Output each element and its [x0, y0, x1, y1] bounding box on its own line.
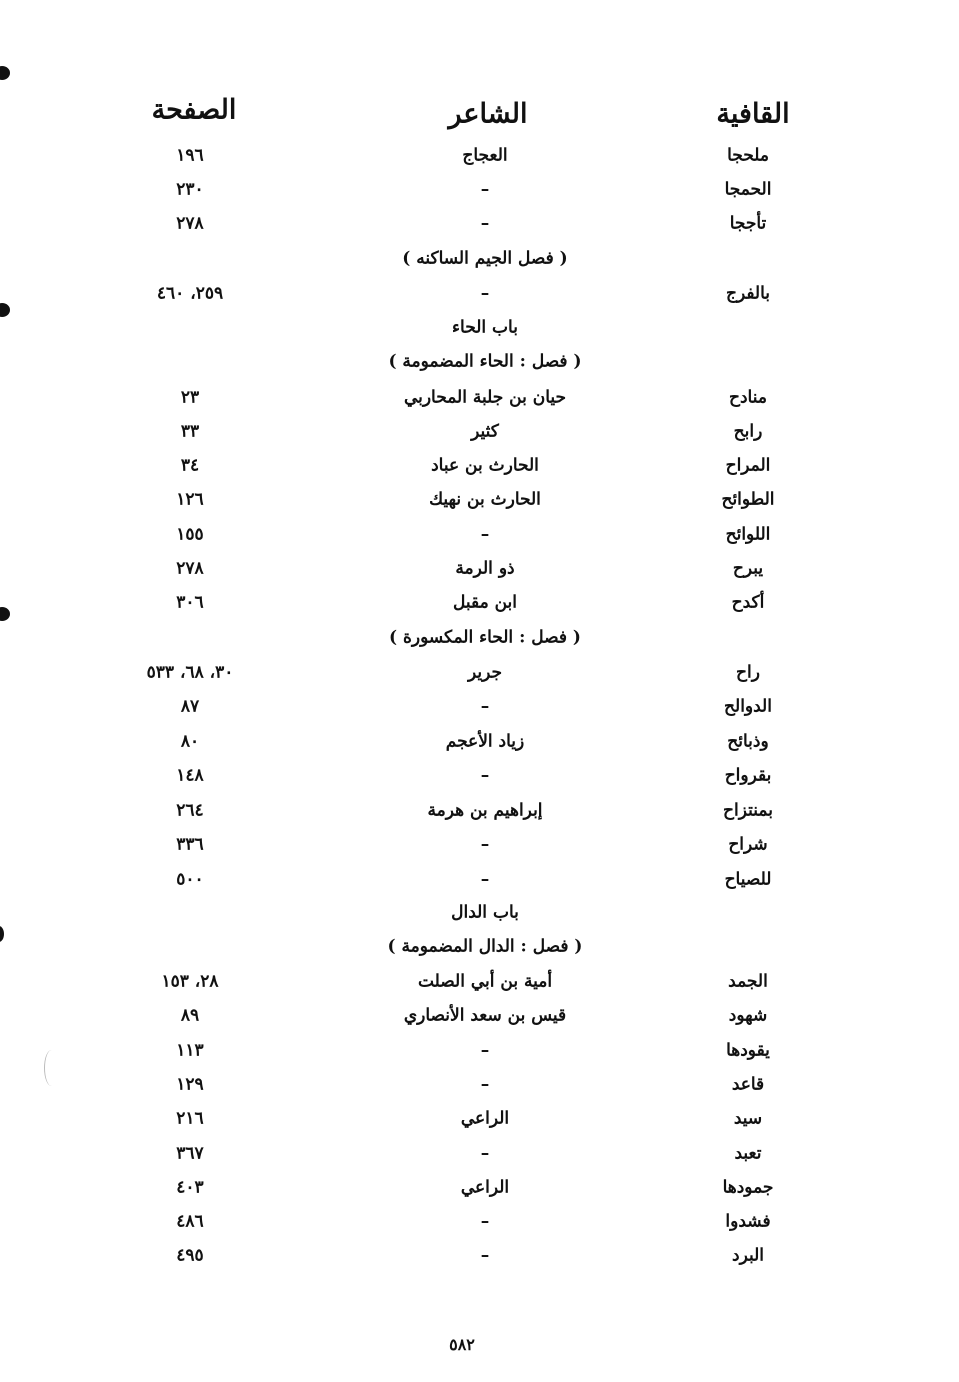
page-ref: ٢٣: [180, 387, 200, 408]
poet-name: الراعي: [460, 1108, 510, 1129]
poet-name: كثير: [471, 421, 499, 442]
page-ref: ٨٧: [180, 696, 200, 717]
page-ref: ٣٦٧: [176, 1143, 204, 1164]
page-ref: ٢٧٨: [176, 558, 204, 579]
rhyme-word: شهود: [728, 1005, 768, 1026]
poet-name: حيان بن جلبة المحاربي: [403, 387, 567, 408]
margin-mark: [0, 607, 10, 621]
poet-name: ذو الرمة: [455, 558, 515, 579]
page-ref: ٣٣٦: [176, 834, 204, 855]
poet-name: العجاج: [462, 145, 508, 166]
rhyme-word: راح: [736, 662, 760, 683]
poet-name: الحارث بن عباد: [431, 455, 539, 476]
rhyme-word: الطوائح: [721, 489, 775, 510]
page-ref: ٨٠: [180, 731, 200, 752]
rhyme-word: شراح: [728, 834, 768, 855]
poet-name: –: [480, 524, 490, 545]
page-ref: ١٢٦: [176, 489, 204, 510]
page-ref: ٣٣: [180, 421, 200, 442]
section-heading: ( فصل : الدال المضمومة ): [387, 936, 583, 957]
rhyme-word: تعبد: [734, 1143, 762, 1164]
poet-name: –: [480, 1074, 490, 1095]
poet-name: –: [480, 1211, 490, 1232]
page-ref: ١٩٦: [176, 145, 204, 166]
poet-name: إبراهيم بن هرمة: [427, 800, 543, 821]
section-heading: باب الحاء: [452, 317, 518, 338]
section-heading: ( فصل : الحاء المضمومة ): [388, 351, 582, 372]
rhyme-word: وذبائح: [727, 731, 769, 752]
rhyme-word: بقرواح: [724, 765, 772, 786]
section-heading: ( فصل الجيم الساكنه ): [402, 248, 568, 269]
page-ref: ٤٩٥: [176, 1245, 204, 1266]
poet-name: –: [480, 179, 490, 200]
rhyme-word: يقودها: [726, 1040, 770, 1061]
margin-mark: [0, 303, 10, 317]
header-rhyme: القافية: [716, 98, 790, 130]
page-ref: ٢٥٩، ٤٦٠: [156, 283, 224, 304]
rhyme-word: قاعد: [731, 1074, 765, 1095]
page-number: ٥٨٢: [449, 1335, 475, 1354]
rhyme-word: ملحجا: [727, 145, 769, 166]
poet-name: –: [480, 869, 490, 890]
page-ref: ٢٦٤: [176, 800, 204, 821]
page-ref: ٥٠٠: [176, 869, 204, 890]
section-heading: باب الدال: [451, 902, 519, 923]
poet-name: ابن مقبل: [452, 592, 518, 613]
page-ref: ١٢٩: [176, 1074, 204, 1095]
rhyme-word: للصياح: [724, 869, 772, 890]
page-ref: ٢٧٨: [176, 213, 204, 234]
poet-name: قيس بن سعد الأنصاري: [403, 1005, 567, 1026]
header-page: الصفحة: [151, 94, 237, 126]
poet-name: –: [480, 213, 490, 234]
poet-name: –: [480, 1143, 490, 1164]
poet-name: الحارث بن نهيك: [429, 489, 541, 510]
page-ref: ٢١٦: [176, 1108, 204, 1129]
page-ref: ٢٣٠: [176, 179, 204, 200]
rhyme-word: جمودها: [722, 1177, 774, 1198]
page-ref: ٣٠، ٦٨، ٥٣٣: [146, 662, 234, 683]
poet-name: زياد الأعجم: [445, 731, 525, 752]
page-ref: ١٥٥: [176, 524, 204, 545]
rhyme-word: الدوالح: [724, 696, 772, 717]
poet-name: –: [480, 283, 490, 304]
page-ref: ٢٨، ١٥٣: [161, 971, 219, 992]
rhyme-word: أكدح: [731, 592, 765, 613]
rhyme-word: البرد: [732, 1245, 764, 1266]
rhyme-word: فشدوا: [725, 1211, 771, 1232]
page-ref: ٣٠٦: [176, 592, 204, 613]
rhyme-word: بمنتزاح: [723, 800, 773, 821]
page-ref: ٤٠٣: [176, 1177, 204, 1198]
poet-name: –: [480, 765, 490, 786]
rhyme-word: رابح: [733, 421, 763, 442]
page-ref: ٤٨٦: [176, 1211, 204, 1232]
margin-mark: [0, 926, 4, 942]
poet-name: –: [480, 1245, 490, 1266]
page-ref: ١١٣: [176, 1040, 204, 1061]
rhyme-word: المراح: [725, 455, 771, 476]
rhyme-word: تأججا: [729, 213, 767, 234]
rhyme-word: يبرح: [732, 558, 764, 579]
poet-name: –: [480, 696, 490, 717]
section-heading: ( فصل : الحاء المكسورة ): [389, 627, 581, 648]
rhyme-word: الحمجا: [724, 179, 772, 200]
header-poet: الشاعر: [448, 98, 528, 130]
rhyme-word: سيد: [733, 1108, 763, 1129]
page-ref: ١٤٨: [176, 765, 204, 786]
poet-name: أمية بن أبي الصلت: [417, 971, 553, 992]
margin-mark: [0, 66, 10, 80]
rhyme-word: اللوائح: [725, 524, 771, 545]
page-edge-mark: [44, 1050, 59, 1086]
rhyme-word: منادح: [729, 387, 767, 408]
poet-name: –: [480, 1040, 490, 1061]
page-ref: ٨٩: [180, 1005, 200, 1026]
poet-name: الراعي: [460, 1177, 510, 1198]
poet-name: –: [480, 834, 490, 855]
page-ref: ٣٤: [180, 455, 200, 476]
rhyme-word: الجمد: [728, 971, 768, 992]
rhyme-word: بالفرج: [725, 283, 771, 304]
poet-name: جرير: [468, 662, 502, 683]
